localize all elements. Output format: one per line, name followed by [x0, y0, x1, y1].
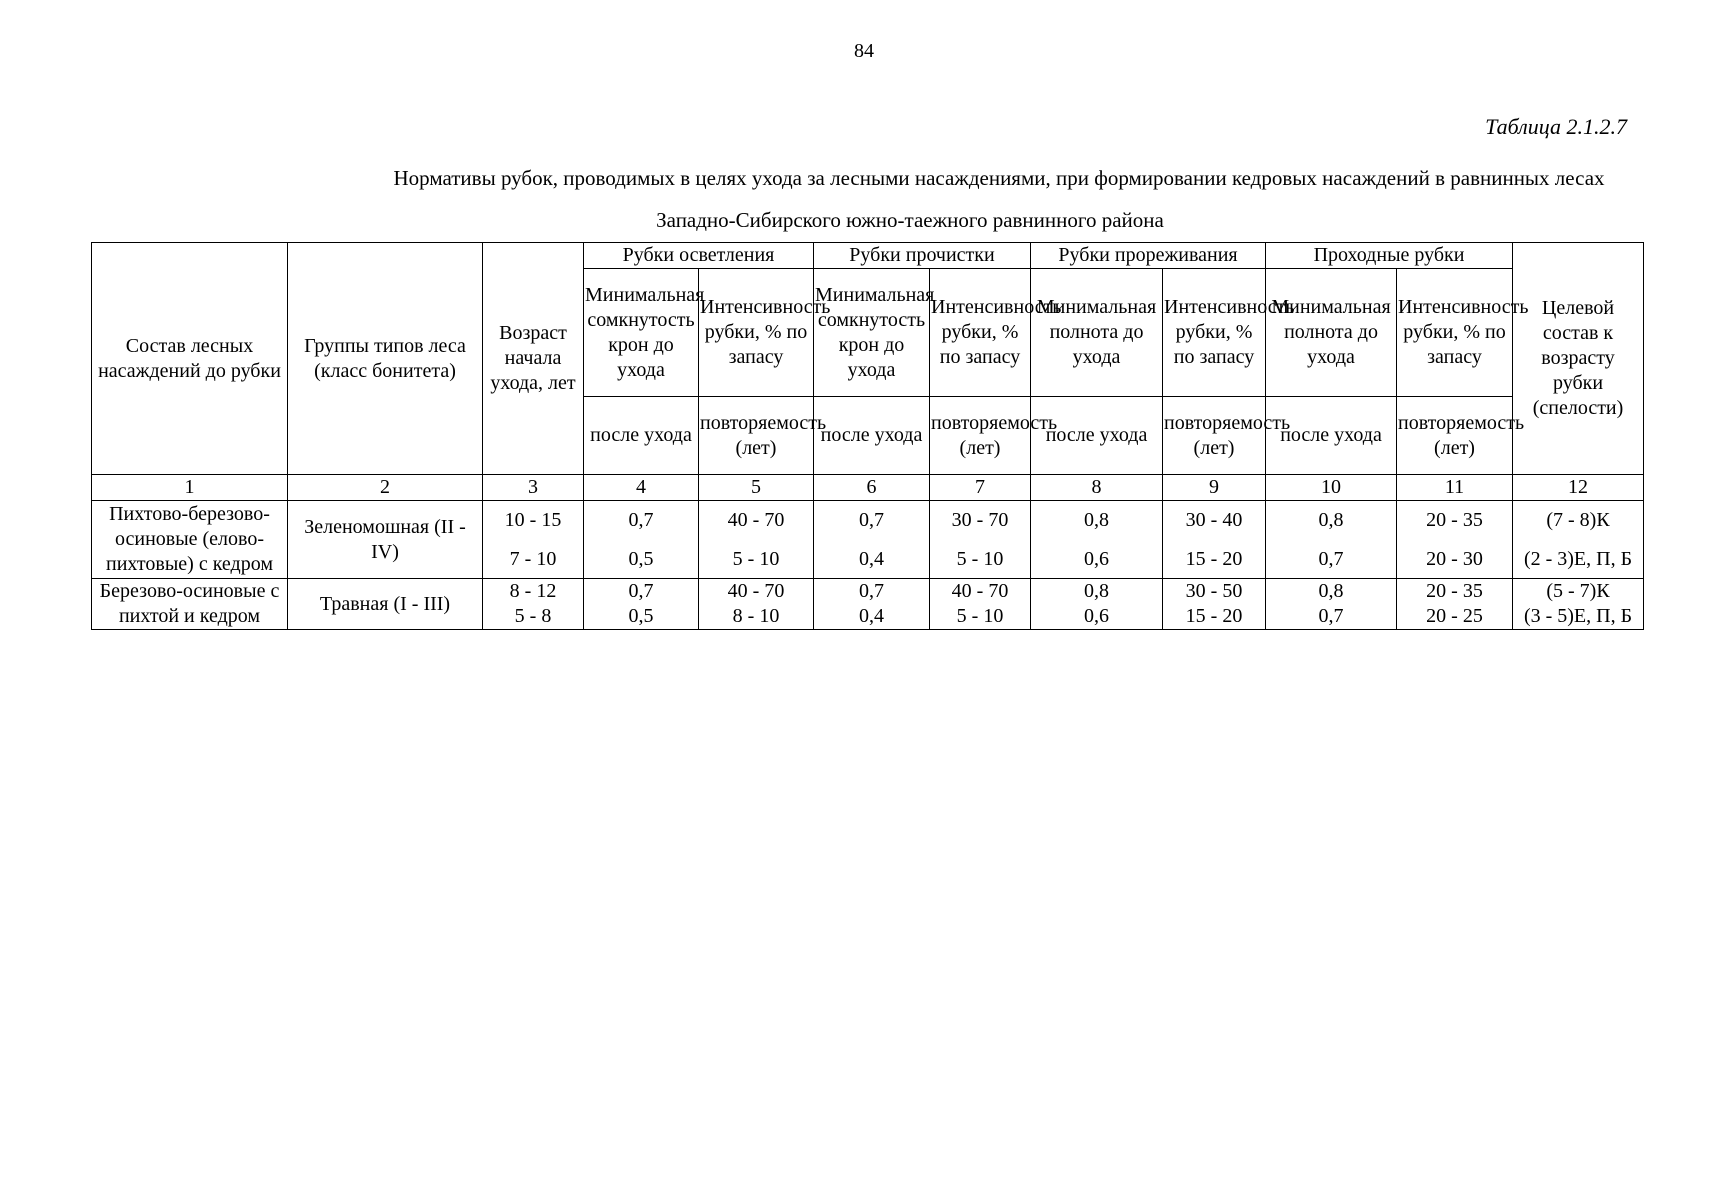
header-composition: Состав лесных насаждений до рубки	[92, 243, 288, 475]
header-sub-top-5: Интенсивность рубки, % по запасу	[699, 269, 814, 397]
cell-forest-group: Зеленомошная (II - IV)	[288, 501, 483, 579]
norms-table	[91, 242, 1644, 630]
cell-value: 10 - 15	[483, 501, 584, 541]
cell-target-composition: (2 - 3)Е, П, Б	[1513, 541, 1644, 579]
cell-value: 0,6	[1031, 604, 1163, 630]
cell-target-composition: (7 - 8)К	[1513, 501, 1644, 541]
cell-target-composition: (5 - 7)К	[1513, 579, 1644, 605]
column-number: 5	[699, 475, 814, 501]
cell-value: 5 - 10	[930, 604, 1031, 630]
column-number: 8	[1031, 475, 1163, 501]
column-number: 9	[1163, 475, 1266, 501]
header-start-age: Возраст начала ухода, лет	[483, 243, 584, 475]
header-sub-bottom-8: после ухода	[1031, 397, 1163, 475]
header-sub-bottom-10: после ухода	[1266, 397, 1397, 475]
cell-value: 5 - 8	[483, 604, 584, 630]
column-number: 12	[1513, 475, 1644, 501]
header-sub-top-9: Интенсивность рубки, % по запасу	[1163, 269, 1266, 397]
column-number: 1	[92, 475, 288, 501]
column-number: 6	[814, 475, 930, 501]
header-sub-bottom-4: после ухода	[584, 397, 699, 475]
header-sub-top-4: Минимальная сомкнутость крон до ухода	[584, 269, 699, 397]
header-sub-bottom-9: повторяемость (лет)	[1163, 397, 1266, 475]
cell-value: 0,7	[584, 579, 699, 605]
header-sub-top-11: Интенсивность рубки, % по запасу	[1397, 269, 1513, 397]
table-title-line-2: Западно-Сибирского южно-таежного равнинного района	[656, 208, 1164, 232]
header-sub-bottom-5: повторяемость (лет)	[699, 397, 814, 475]
cell-value: 20 - 25	[1397, 604, 1513, 630]
cell-value: 0,4	[814, 541, 930, 579]
cell-value: 40 - 70	[930, 579, 1031, 605]
header-sub-bottom-11: повторяемость (лет)	[1397, 397, 1513, 475]
table-title-line-1: Нормативы рубок, проводимых в целях ухода за лесными насаждениями, при формировании кедровых насаждений в равнинных лесах	[393, 166, 1605, 190]
header-sub-top-8: Минимальная полнота до ухода	[1031, 269, 1163, 397]
column-number: 7	[930, 475, 1031, 501]
header-group-lightening: Рубки осветления	[584, 243, 814, 269]
cell-value: 0,4	[814, 604, 930, 630]
cell-value: 40 - 70	[699, 501, 814, 541]
cell-value: 7 - 10	[483, 541, 584, 579]
column-number-row	[92, 475, 1644, 501]
cell-value: 40 - 70	[699, 579, 814, 605]
column-number: 10	[1266, 475, 1397, 501]
column-number: 4	[584, 475, 699, 501]
page-number: 84	[854, 40, 874, 62]
cell-value: 0,7	[1266, 541, 1397, 579]
cell-value: 15 - 20	[1163, 541, 1266, 579]
column-number: 2	[288, 475, 483, 501]
cell-value: 30 - 70	[930, 501, 1031, 541]
cell-value: 20 - 30	[1397, 541, 1513, 579]
table-title	[92, 157, 1728, 241]
table-label: Таблица 2.1.2.7	[1485, 114, 1627, 139]
cell-value: 5 - 10	[699, 541, 814, 579]
header-group-passage: Проходные рубки	[1266, 243, 1513, 269]
header-sub-bottom-7: повторяемость (лет)	[930, 397, 1031, 475]
cell-value: 15 - 20	[1163, 604, 1266, 630]
cell-composition: Пихтово-березово-осиновые (елово-пихтовые) с кедром	[92, 501, 288, 579]
cell-value: 5 - 10	[930, 541, 1031, 579]
header-sub-top-6: Минимальная сомкнутость крон до ухода	[814, 269, 930, 397]
cell-value: 0,8	[1031, 501, 1163, 541]
cell-value: 0,6	[1031, 541, 1163, 579]
cell-value: 0,7	[814, 501, 930, 541]
header-forest-group: Группы типов леса (класс бонитета)	[288, 243, 483, 475]
cell-value: 20 - 35	[1397, 579, 1513, 605]
header-group-cleaning: Рубки прочистки	[814, 243, 1031, 269]
header-group-row	[92, 243, 1644, 269]
cell-value: 0,5	[584, 604, 699, 630]
header-sub-top-10: Минимальная полнота до ухода	[1266, 269, 1397, 397]
cell-composition: Березово-осиновые с пихтой и кедром	[92, 579, 288, 630]
cell-value: 8 - 10	[699, 604, 814, 630]
header-sub-bottom-6: после ухода	[814, 397, 930, 475]
cell-forest-group: Травная (I - III)	[288, 579, 483, 630]
table-row	[92, 579, 1644, 605]
cell-target-composition: (3 - 5)Е, П, Б	[1513, 604, 1644, 630]
cell-value: 20 - 35	[1397, 501, 1513, 541]
cell-value: 0,8	[1266, 579, 1397, 605]
cell-value: 0,7	[1266, 604, 1397, 630]
column-number: 11	[1397, 475, 1513, 501]
header-sub-top-7: Интенсивность рубки, % по запасу	[930, 269, 1031, 397]
cell-value: 0,5	[584, 541, 699, 579]
cell-value: 0,7	[584, 501, 699, 541]
header-target-composition: Целевой состав к возрасту рубки (спелости)	[1513, 243, 1644, 475]
table-row	[92, 501, 1644, 541]
cell-value: 0,8	[1266, 501, 1397, 541]
column-number: 3	[483, 475, 584, 501]
cell-value: 8 - 12	[483, 579, 584, 605]
header-group-thinning: Рубки прореживания	[1031, 243, 1266, 269]
cell-value: 0,7	[814, 579, 930, 605]
cell-value: 0,8	[1031, 579, 1163, 605]
cell-value: 30 - 40	[1163, 501, 1266, 541]
cell-value: 30 - 50	[1163, 579, 1266, 605]
